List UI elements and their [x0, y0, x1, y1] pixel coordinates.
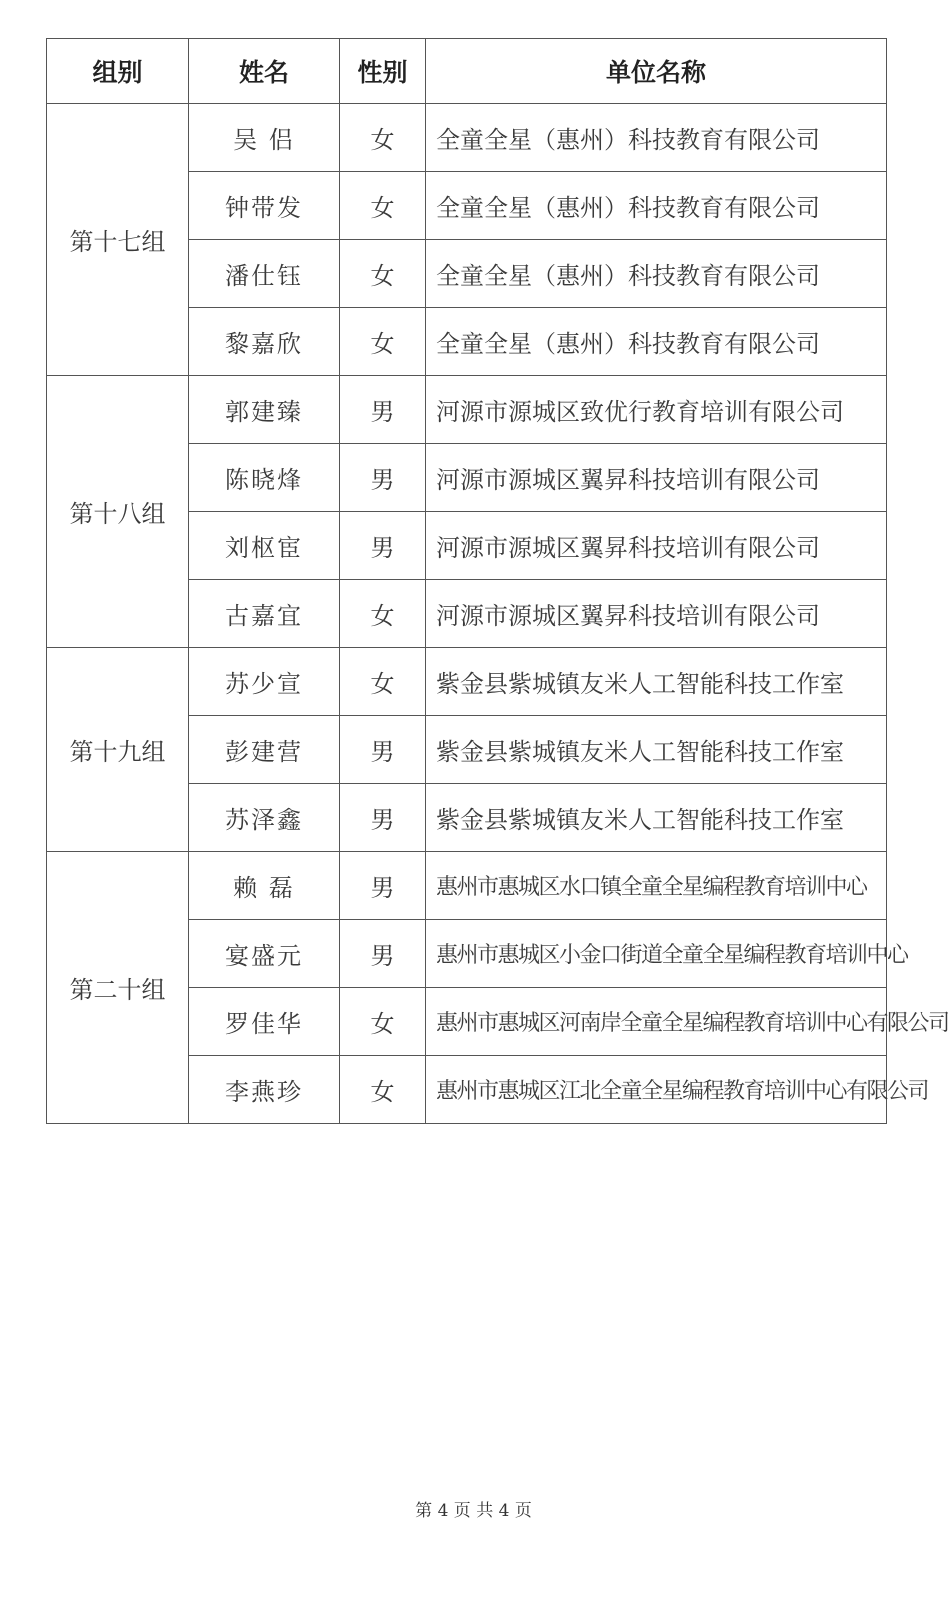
- member-name: 钟带发: [189, 172, 340, 240]
- member-unit: 紫金县紫城镇友米人工智能科技工作室: [426, 648, 887, 716]
- member-sex: 女: [340, 580, 426, 648]
- member-name: 潘仕钰: [189, 240, 340, 308]
- member-name: 李燕珍: [189, 1056, 340, 1124]
- group-label: 第二十组: [47, 852, 189, 1124]
- group-label: 第十八组: [47, 376, 189, 648]
- member-unit: 惠州市惠城区河南岸全童全星编程教育培训中心有限公司: [426, 988, 887, 1056]
- member-sex: 男: [340, 852, 426, 920]
- member-name: 黎嘉欣: [189, 308, 340, 376]
- member-sex: 男: [340, 376, 426, 444]
- member-sex: 男: [340, 512, 426, 580]
- member-sex: 男: [340, 784, 426, 852]
- member-unit: 惠州市惠城区水口镇全童全星编程教育培训中心: [426, 852, 887, 920]
- member-name: 吴 侣: [189, 104, 340, 172]
- member-name: 赖 磊: [189, 852, 340, 920]
- member-unit: 紫金县紫城镇友米人工智能科技工作室: [426, 716, 887, 784]
- member-sex: 女: [340, 172, 426, 240]
- table-row: [47, 648, 887, 716]
- header-sex: 性别: [340, 39, 426, 104]
- member-name: 彭建营: [189, 716, 340, 784]
- member-name: 苏少宣: [189, 648, 340, 716]
- member-unit: 全童全星（惠州）科技教育有限公司: [426, 172, 887, 240]
- member-unit: 紫金县紫城镇友米人工智能科技工作室: [426, 784, 887, 852]
- group-label: 第十九组: [47, 648, 189, 852]
- header-group: 组别: [47, 39, 189, 104]
- member-unit: 河源市源城区致优行教育培训有限公司: [426, 376, 887, 444]
- member-sex: 男: [340, 444, 426, 512]
- table-row: [47, 376, 887, 444]
- roster-table: [46, 38, 949, 1124]
- page-footer: 第 4 页 共 4 页: [415, 1501, 532, 1521]
- table-row: [47, 852, 887, 920]
- member-sex: 男: [340, 716, 426, 784]
- header-name: 姓名: [189, 39, 340, 104]
- table-row: [47, 104, 887, 172]
- header-row: [47, 39, 887, 104]
- member-unit: 全童全星（惠州）科技教育有限公司: [426, 240, 887, 308]
- member-sex: 女: [340, 648, 426, 716]
- member-unit: 惠州市惠城区小金口街道全童全星编程教育培训中心: [426, 920, 887, 988]
- member-sex: 女: [340, 240, 426, 308]
- member-unit: 河源市源城区翼昇科技培训有限公司: [426, 512, 887, 580]
- member-unit: 惠州市惠城区江北全童全星编程教育培训中心有限公司: [426, 1056, 887, 1124]
- member-sex: 女: [340, 988, 426, 1056]
- member-sex: 女: [340, 308, 426, 376]
- member-name: 罗佳华: [189, 988, 340, 1056]
- header-unit: 单位名称: [426, 39, 887, 104]
- member-name: 郭建臻: [189, 376, 340, 444]
- member-unit: 河源市源城区翼昇科技培训有限公司: [426, 444, 887, 512]
- member-name: 陈晓烽: [189, 444, 340, 512]
- member-sex: 女: [340, 104, 426, 172]
- member-unit: 全童全星（惠州）科技教育有限公司: [426, 308, 887, 376]
- member-unit: 河源市源城区翼昇科技培训有限公司: [426, 580, 887, 648]
- member-unit: 全童全星（惠州）科技教育有限公司: [426, 104, 887, 172]
- member-sex: 男: [340, 920, 426, 988]
- member-name: 苏泽鑫: [189, 784, 340, 852]
- member-sex: 女: [340, 1056, 426, 1124]
- group-label: 第十七组: [47, 104, 189, 376]
- member-name: 刘枢宦: [189, 512, 340, 580]
- member-name: 古嘉宜: [189, 580, 340, 648]
- member-name: 宴盛元: [189, 920, 340, 988]
